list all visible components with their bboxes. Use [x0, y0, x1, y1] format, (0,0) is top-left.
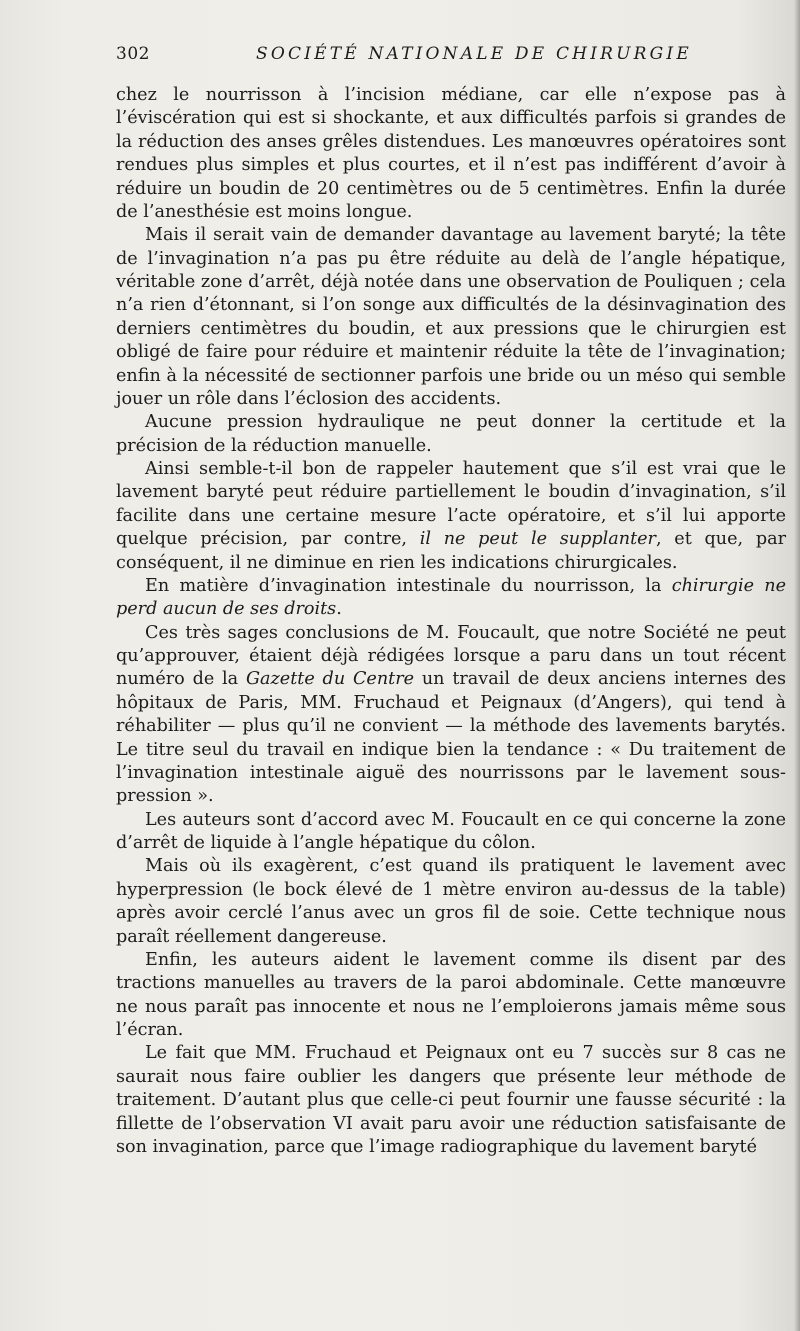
body-text	[116, 84, 786, 1159]
italic-phrase: il ne peut le supplanter	[419, 529, 656, 550]
paragraph-text: Le fait que MM. Fruchaud et Peignaux ont eu 7 succès sur 8 cas ne saurait nous faire oublier les dangers que présente leur méthode de traitement. D’autant plus que celle-ci peut fournir une fausse sécurité : la fillette de l’observation VI avait paru avoir une réduction satisfaisante de son invagination, parce que l’image radiographique du lavement baryté	[116, 1043, 786, 1157]
paragraph-4	[116, 458, 786, 575]
paragraph-text: chez le nourrisson à l’incision médiane, car elle n’expose pas à l’éviscération qui est si shockante, et aux difficultés parfois si grandes de la réduction des anses grêles distendues. Les manœuvres opératoires sont rendues plus simples et plus courtes, et il n’est pas indifférent d’avoir à réduire un boudin de 20 centimètres ou de 5 centimètres. Enfin la durée de l’anesthésie est moins longue.	[116, 85, 786, 222]
running-head: SOCIÉTÉ NATIONALE DE CHIRURGIE	[256, 44, 692, 64]
paragraph-text: Ainsi semble-t-il bon de rappeler hautement que s’il est vrai que le lavement baryté peut réduire partiellement le boudin d’invagination, s’il facilite dans une certaine mesure l’acte opératoire, et s’il lui apporte quelque précision, par contre,	[116, 459, 786, 550]
paragraph-text: .	[336, 599, 342, 620]
paragraph-text: Enfin, les auteurs aident le lavement comme ils disent par des tractions manuelles au travers de la paroi abdominale. Cette manœuvre ne nous paraît pas innocente et nous ne l’emploierons jamais même sous l’écran.	[116, 949, 786, 1040]
paragraph-text: Mais où ils exagèrent, c’est quand ils pratiquent le lavement avec hyperpression (le bock élevé de 1 mètre environ au-dessus de la table) après avoir cerclé l’anus avec un gros fil de soie. Cette technique nous paraît réellement dangereuse.	[116, 856, 786, 947]
paragraph-text: , et que, par conséquent, il ne diminue en rien les indications chirurgicales.	[116, 529, 786, 573]
paragraph-text: En matière d’invagination intestinale du nourrisson, la	[145, 575, 672, 596]
paragraph-text: Mais il serait vain de demander davantage au lavement baryté; la tête de l’invagination n’a pas pu être réduite au delà de l’angle hépatique, véritable zone d’arrêt, déjà notée dans une observation de Pouliquen ; cela n’a rien d’étonnant, si l’on songe aux difficultés de la désinvagination des derniers centimètres du boudin, et aux pressions que le chirurgien est obligé de faire pour réduire et maintenir réduite la tête de l’invagination; enfin à la nécessité de sectionner parfois une bride ou un méso qui semble jouer un rôle dans l’éclosion des accidents.	[116, 225, 786, 409]
paragraph-5	[116, 575, 786, 622]
paragraph-7	[116, 809, 786, 856]
paragraph-6	[116, 622, 786, 809]
paragraph-9	[116, 949, 786, 1043]
paragraph-2	[116, 224, 786, 411]
page-header	[116, 44, 788, 68]
paragraph-10	[116, 1042, 786, 1159]
paragraph-3	[116, 411, 786, 458]
paragraph-1	[116, 84, 786, 224]
paragraph-text: Les auteurs sont d’accord avec M. Foucault en ce qui concerne la zone d’arrêt de liquide à l’angle hépatique du côlon.	[116, 809, 786, 853]
page-edge-shadow	[794, 0, 800, 1331]
paragraph-8	[116, 855, 786, 949]
page-number: 302	[116, 44, 150, 64]
italic-phrase: chirurgie ne perd aucun de ses droits	[116, 575, 786, 620]
paragraph-text: un travail de deux anciens internes des hôpitaux de Paris, MM. Fruchaud et Peignaux (d’Angers), qui tend à réhabiliter — plus qu’il ne convient — la méthode des lavements barytés. Le titre seul du travail en indique bien la tendance : « Du traitement de l’invagination intestinale aiguë des nourrissons par le lavement sous-pression ».	[116, 669, 786, 807]
paragraph-text: Aucune pression hydraulique ne peut donner la certitude et la précision de la réduction manuelle.	[116, 412, 786, 456]
paragraph-text: Ces très sages conclusions de M. Foucault, que notre Société ne peut qu’approuver, étaient déjà rédigées lorsque a paru dans un tout récent numéro de la	[116, 622, 786, 690]
italic-title: Gazette du Centre	[245, 669, 415, 690]
